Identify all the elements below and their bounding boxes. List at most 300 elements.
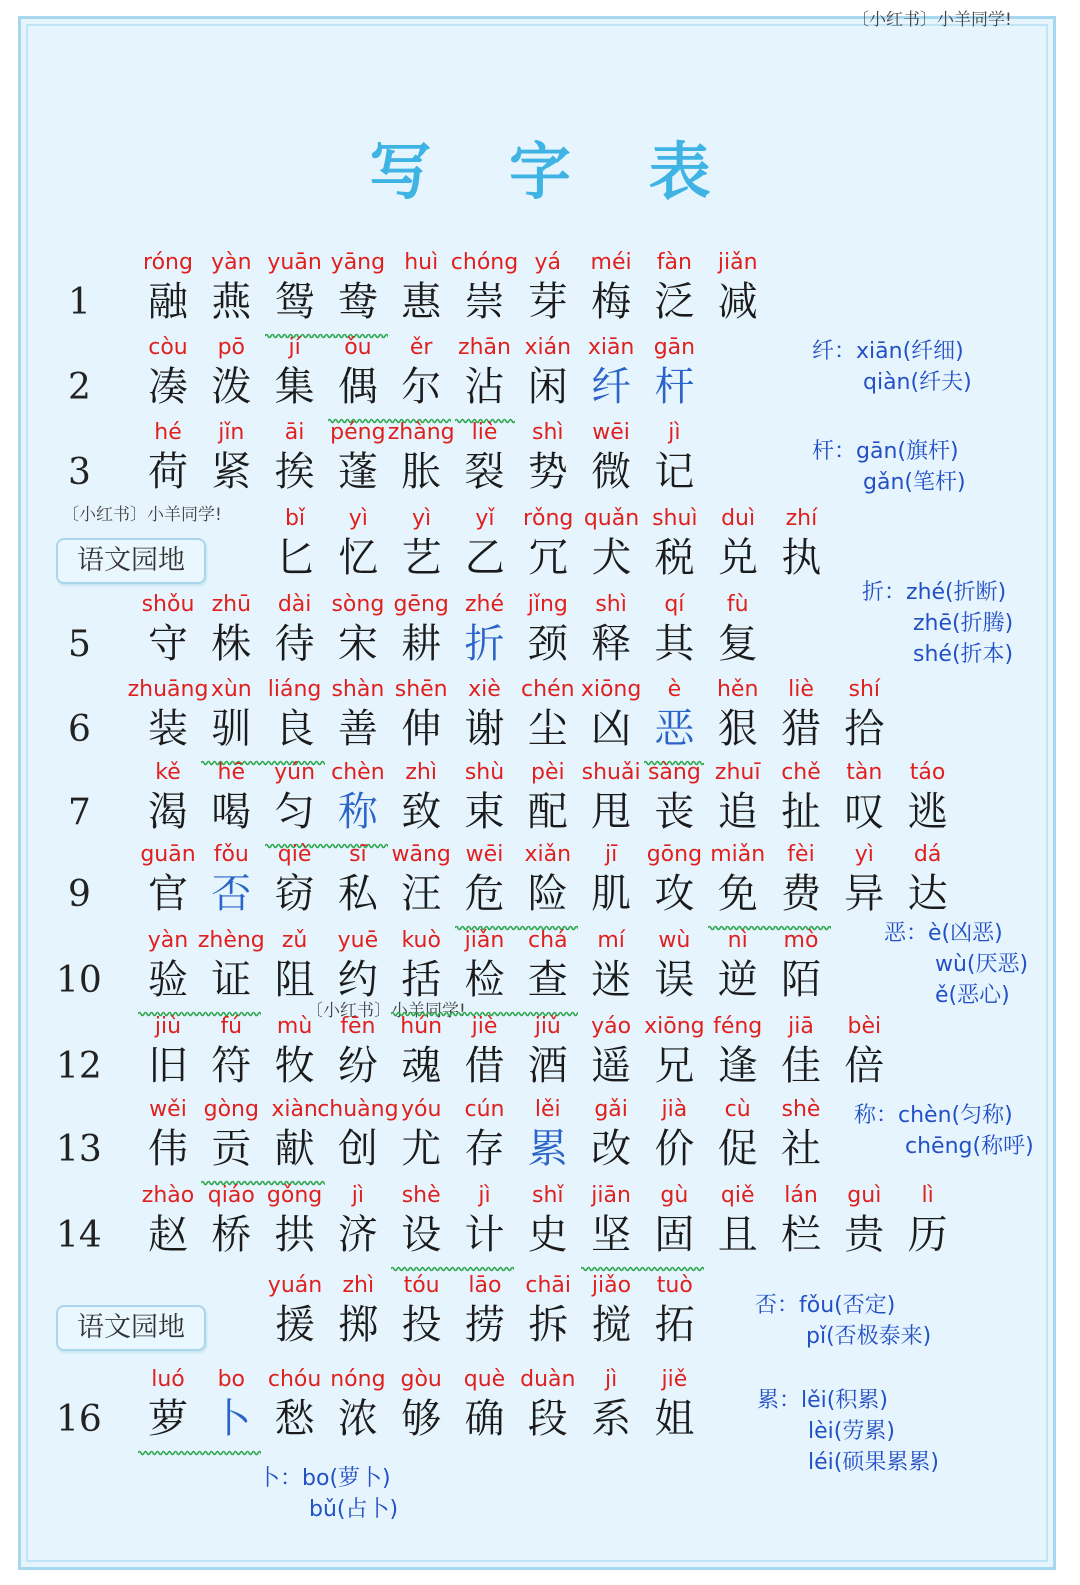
hanzi: 沾 [464,364,505,410]
polyphone-note-e [884,918,1028,1011]
pinyin: fàn [656,250,692,275]
hanzi: 猎 [781,706,821,752]
pinyin: jiǎo [591,1273,632,1298]
pinyin: shuì [652,506,698,531]
pinyin: yá [534,250,562,275]
pinyin: chuàng [317,1097,399,1122]
hanzi: 尘 [527,706,568,752]
pinyin: chèn [331,760,385,785]
pinyin: guān [140,842,196,867]
pinyin: mò [783,928,819,953]
pinyin: xiè [468,677,501,702]
hanzi: 束 [464,789,505,835]
pinyin: yāng [330,250,386,275]
hanzi: 危 [464,871,505,917]
hanzi: 纤 [591,364,632,410]
pinyin: chóu [267,1367,322,1392]
hanzi: 迷 [591,957,632,1003]
pinyin: mí [597,928,625,953]
hanzi: 梅 [591,279,632,325]
pinyin: shí [848,677,881,702]
pinyin: fèi [787,842,815,867]
pinyin: pèi [530,760,565,785]
pinyin: yàn [211,250,252,275]
hanzi: 驯 [211,706,252,752]
pinyin: sàng [647,760,701,785]
hanzi: 荷 [148,449,188,495]
pinyin: tóu [403,1273,440,1298]
pinyin: zhū [211,592,252,617]
hanzi: 窃 [274,871,315,917]
pinyin: lán [784,1183,818,1208]
pinyin: zhuī [714,760,761,785]
pinyin: ěr [409,335,433,360]
hanzi: 价 [654,1126,695,1172]
hanzi: 汪 [401,871,442,917]
hanzi: 渴 [148,789,188,835]
pinyin: xùn [210,677,252,702]
pinyin: dài [277,592,312,617]
hanzi: 累 [527,1126,568,1172]
hanzi: 忆 [338,535,379,581]
hanzi: 芽 [527,279,568,325]
note-reading: qiàn(纤夫) [863,370,972,395]
pinyin: kuò [401,928,441,953]
hanzi: 凑 [148,364,188,410]
hanzi: 且 [717,1212,758,1258]
hanzi: 改 [591,1126,632,1172]
polyphone-note-zhe [862,577,1013,670]
hanzi: 配 [527,789,568,835]
pinyin: jì [351,1183,364,1208]
hanzi: 冗 [528,535,569,581]
hanzi: 折 [464,621,505,667]
pinyin: yuán [267,1273,323,1298]
pinyin: qiáo [207,1183,255,1208]
pinyin: gōng [646,842,703,867]
hanzi: 证 [211,957,252,1003]
hanzi: 社 [781,1126,821,1172]
pinyin: xiōng [580,677,642,702]
section-badge-yuwen-yuandi: 语文园地 [56,538,206,584]
hanzi: 掷 [338,1302,379,1348]
hanzi: 查 [527,957,568,1003]
pinyin: liáng [267,677,322,702]
pinyin: miǎn [710,842,766,867]
pinyin: sī [349,842,367,867]
pinyin: cù [724,1097,751,1122]
polyphone-note-chen [854,1100,1034,1162]
note-reading: zhē(折腾) [913,611,1014,636]
hanzi: 官 [148,871,188,917]
pinyin: qí [664,592,685,617]
hanzi: 兄 [654,1043,695,1089]
hanzi: 栏 [781,1212,821,1258]
pinyin: hé [154,420,182,445]
pinyin: zhì [342,1273,375,1298]
hanzi: 甩 [591,789,632,835]
hanzi: 佳 [781,1043,821,1089]
hanzi: 创 [337,1126,378,1172]
hanzi: 遥 [591,1043,632,1089]
pinyin: péng [330,420,386,445]
hanzi: 投 [401,1302,442,1348]
hanzi: 坚 [591,1212,632,1258]
hanzi: 蓬 [337,449,378,495]
hanzi: 误 [654,957,695,1003]
hanzi: 卜 [211,1396,252,1442]
pinyin: yì [348,506,368,531]
pinyin: bo [217,1367,246,1392]
pinyin: zhào [141,1183,195,1208]
pinyin: yún [274,760,316,785]
hanzi: 微 [591,449,632,495]
pinyin: zhé [464,592,505,617]
pinyin: qiè [277,842,312,867]
hanzi: 确 [464,1396,505,1442]
hanzi: 陌 [781,957,821,1003]
pinyin: jiān [591,1183,631,1208]
hanzi: 复 [717,621,758,667]
hanzi: 促 [717,1126,758,1172]
hanzi: 检 [464,957,505,1003]
pinyin: hěn [716,677,759,702]
hanzi: 费 [781,871,821,917]
pinyin: āi [284,420,305,445]
hanzi: 倍 [844,1043,885,1089]
lesson-number: 16 [56,1399,102,1440]
note-reading: lěi(积累) [801,1388,888,1413]
lesson-number: 10 [56,960,102,1001]
hanzi: 拓 [654,1302,695,1348]
pinyin: ǒu [344,335,372,360]
section-badge-yuwen-yuandi: 语文园地 [56,1305,206,1351]
pinyin: jiè [471,1014,498,1039]
hanzi: 借 [464,1043,505,1089]
hanzi: 旧 [148,1043,188,1089]
hanzi: 泼 [211,364,252,410]
pinyin: yì [854,842,874,867]
hanzi: 紧 [211,449,252,495]
page-title: 写 字 表 [369,135,739,208]
hanzi: 兑 [718,535,759,581]
hanzi: 赵 [148,1212,188,1258]
lesson-number: 6 [68,709,91,750]
hanzi: 萝 [148,1396,188,1442]
wavy-underline [581,1266,704,1272]
hanzi: 胀 [401,449,442,495]
hanzi: 段 [527,1396,568,1442]
note-head: 称： [854,1103,899,1128]
hanzi: 够 [401,1396,442,1442]
pinyin: shuǎi [581,760,641,785]
pinyin: lì [921,1183,934,1208]
hanzi: 搅 [591,1302,632,1348]
hanzi: 险 [527,871,568,917]
pinyin: fù [726,592,749,617]
hanzi: 匕 [275,535,315,581]
hanzi: 喝 [211,789,252,835]
hanzi: 融 [148,279,188,325]
note-reading: gān(旗杆) [856,439,959,464]
pinyin: quǎn [583,506,640,531]
hanzi: 牧 [274,1043,315,1089]
hanzi: 惠 [401,279,442,325]
pinyin: nóng [330,1367,386,1392]
wavy-underline [138,1450,261,1456]
pinyin: róng [143,250,193,275]
hanzi: 献 [274,1126,315,1172]
pinyin: yàn [147,928,189,953]
note-head: 累： [757,1388,802,1413]
pinyin: gēng [393,592,449,617]
hanzi: 守 [148,621,188,667]
pinyin: jì [604,1367,618,1392]
pinyin: shàn [331,677,385,702]
pinyin: chá [528,928,568,953]
lesson-number: 1 [68,282,91,323]
hanzi: 逆 [717,957,758,1003]
pinyin: dá [913,842,942,867]
pinyin: shì [595,592,627,617]
hanzi: 拱 [274,1212,315,1258]
note-reading: fǒu(否定) [799,1293,896,1318]
pinyin: zhí [785,506,818,531]
pinyin: jiě [661,1367,688,1392]
hanzi: 记 [654,449,695,495]
pinyin: xiōng [644,1014,705,1039]
pinyin: liè [471,420,498,445]
pinyin: gòu [400,1367,442,1392]
pinyin: wù [658,928,691,953]
pinyin: wěi [149,1097,187,1122]
hanzi: 否 [211,871,252,917]
pinyin: sòng [331,592,385,617]
hanzi: 拆 [528,1302,569,1348]
hanzi: 称 [337,789,378,835]
pinyin: tuò [656,1273,693,1298]
hanzi: 私 [337,871,378,917]
hanzi: 善 [337,706,378,752]
pinyin: gān [653,335,696,360]
note-reading: chèn(匀称) [898,1103,1013,1128]
hanzi: 匀 [274,789,315,835]
pinyin: chě [781,760,821,785]
pinyin: huì [404,250,439,275]
hanzi: 达 [907,871,948,917]
note-reading: wù(厌恶) [935,952,1029,977]
pinyin: gù [660,1183,689,1208]
hanzi: 其 [654,621,695,667]
hanzi: 鸳 [274,279,315,325]
pinyin: mù [276,1014,313,1039]
hanzi: 攻 [654,871,695,917]
hanzi: 泛 [654,279,695,325]
hanzi: 税 [654,535,695,581]
pinyin: shè [401,1183,441,1208]
note-head: 卜： [258,1466,303,1491]
pinyin: wēi [592,420,630,445]
pinyin: jiǎn [464,928,505,953]
pinyin: fǒu [213,842,249,867]
hanzi: 存 [464,1126,505,1172]
pinyin: zhàng [387,420,455,445]
hanzi: 尔 [401,364,442,410]
pinyin: wāng [391,842,451,867]
pinyin: bèi [847,1014,882,1039]
hanzi: 酒 [527,1043,568,1089]
lesson-number: 7 [68,792,91,833]
hanzi: 历 [907,1212,948,1258]
polyphone-note-gan [812,436,966,498]
lesson-number: 14 [56,1215,102,1256]
pinyin: yuān [267,250,322,275]
lesson-number: 9 [68,874,91,915]
note-reading: zhé(折断) [906,580,1007,605]
pinyin: jì [668,420,681,445]
polyphone-note-xian [812,336,972,398]
hanzi: 良 [274,706,315,752]
pinyin: shǒu [141,592,195,617]
hanzi: 株 [211,621,252,667]
hanzi: 艺 [401,535,442,581]
hanzi: 杆 [654,364,695,410]
hanzi: 致 [401,789,442,835]
pinyin: guì [847,1183,882,1208]
pinyin: jià [661,1097,688,1122]
pinyin: jǐn [218,420,245,445]
pinyin: jiā [788,1014,814,1039]
hanzi: 谢 [464,706,505,752]
polyphone-note-fou [755,1290,931,1352]
lesson-number: 2 [68,367,91,408]
hanzi: 执 [781,535,822,581]
note-reading: bo(萝卜) [302,1466,391,1491]
pinyin: xiǎn [524,842,572,867]
pinyin: hē [217,760,246,785]
hanzi: 援 [275,1302,315,1348]
watermark-top: 〔小红书〕小羊同学! [852,10,1012,30]
pinyin: jī [604,842,618,867]
lesson-number: 13 [56,1129,102,1170]
lesson-number: 5 [68,624,91,665]
pinyin: gǎi [594,1097,628,1122]
hanzi: 纷 [337,1043,378,1089]
hanzi: 裂 [464,449,505,495]
hanzi: 待 [274,621,315,667]
hanzi: 犬 [591,535,632,581]
pinyin: kě [155,760,181,785]
hanzi: 尤 [401,1126,442,1172]
pinyin: gòng [203,1097,259,1122]
lesson-number: 3 [68,452,91,493]
note-head: 纤： [812,339,857,364]
hanzi: 丧 [654,789,695,835]
hanzi: 伟 [148,1126,188,1172]
hanzi: 约 [337,957,378,1003]
note-reading: chēng(称呼) [905,1134,1034,1159]
pinyin: hún [400,1014,443,1039]
hanzi: 计 [464,1212,505,1258]
pinyin: chén [521,677,575,702]
pinyin: qiě [720,1183,755,1208]
pinyin: jiǎn [717,250,758,275]
pinyin: gǒng [266,1183,323,1208]
note-head: 折： [862,580,907,605]
hanzi: 贡 [211,1126,252,1172]
pinyin: jiù [154,1014,182,1039]
pinyin: xiān [587,335,635,360]
pinyin: jí [288,335,301,360]
hanzi: 逃 [907,789,948,835]
hanzi: 装 [148,706,188,752]
pinyin: duì [721,506,756,531]
hanzi: 免 [717,871,758,917]
hanzi: 符 [211,1043,252,1089]
hanzi: 偶 [337,364,378,410]
note-reading: ě(恶心) [935,983,1010,1008]
pinyin: yǐ [475,506,495,531]
pinyin: liè [788,677,814,702]
pinyin: zhān [458,335,511,360]
hanzi: 魂 [401,1043,442,1089]
wavy-underline [391,1266,514,1272]
pinyin: shēn [394,677,448,702]
pinyin: bǐ [284,506,306,531]
pinyin: è [667,677,682,702]
pinyin: què [463,1367,506,1392]
hanzi: 燕 [211,279,252,325]
hanzi: 恶 [654,706,695,752]
pinyin: fēn [340,1014,376,1039]
note-head: 恶： [884,921,929,946]
pinyin: zhèng [197,928,265,953]
pinyin: shù [464,760,505,785]
hanzi: 史 [527,1212,568,1258]
hanzi: 桥 [211,1212,252,1258]
hanzi: 减 [717,279,758,325]
note-reading: pǐ(否极泰来) [806,1324,932,1349]
hanzi: 捞 [464,1302,505,1348]
hanzi: 叹 [844,789,885,835]
pinyin: yáo [591,1014,632,1039]
hanzi: 宋 [337,621,378,667]
hanzi: 愁 [274,1396,315,1442]
pinyin: duàn [520,1367,576,1392]
pinyin: wēi [465,842,504,867]
hanzi: 系 [591,1396,632,1442]
lesson-number: 12 [56,1046,102,1087]
hanzi: 姐 [654,1396,695,1442]
pinyin: zhuāng [127,677,209,702]
pinyin: rǒng [522,506,574,531]
pinyin: luó [151,1367,185,1392]
note-reading: lèi(劳累) [808,1419,895,1444]
pinyin: chóng [450,250,519,275]
pinyin: zhì [405,760,437,785]
pinyin: nì [727,928,748,953]
hanzi: 闲 [527,364,568,410]
hanzi: 势 [527,449,568,495]
hanzi: 崇 [464,279,505,325]
hanzi: 伸 [401,706,442,752]
hanzi: 拾 [844,706,885,752]
hanzi: 济 [337,1212,378,1258]
hanzi: 挨 [274,449,315,495]
polyphone-note-lei [757,1385,939,1478]
pinyin: táo [909,760,946,785]
pinyin: yì [412,506,432,531]
